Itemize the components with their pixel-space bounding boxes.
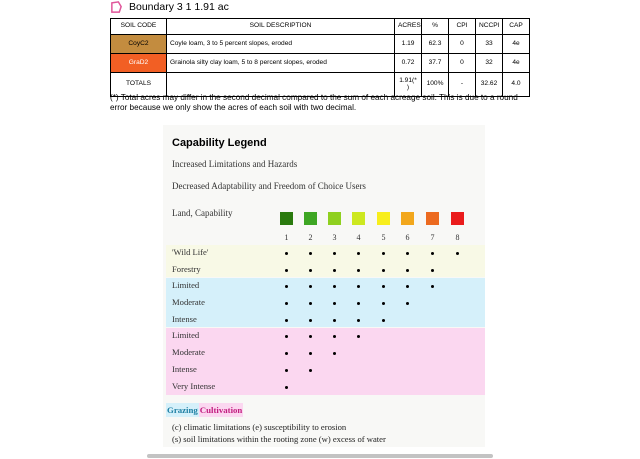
legend-increased-limitations: Increased Limitations and Hazards — [172, 159, 298, 169]
capability-dot — [285, 302, 288, 305]
capability-dot — [309, 302, 312, 305]
acres-cell: 1.19 — [395, 35, 422, 54]
capability-dot — [431, 285, 434, 288]
soil-description-cell: Coyle loam, 3 to 5 percent slopes, eroded — [167, 35, 395, 54]
capability-dot — [333, 335, 336, 338]
capability-dot — [357, 252, 360, 255]
capability-class-number: 7 — [430, 233, 435, 242]
soil-code-cell: CoyC2 — [111, 35, 167, 54]
legend-decreased-adaptability: Decreased Adaptability and Freedom of Choice Users — [172, 181, 366, 191]
percent-cell: 62.3 — [422, 35, 449, 54]
capability-class-number: 3 — [332, 233, 337, 242]
cultivation-tag: Cultivation — [199, 405, 243, 415]
boundary-header — [110, 0, 229, 14]
capability-class-number: 6 — [405, 233, 410, 242]
capability-dot — [309, 369, 312, 372]
legend-footnote-climatic: (c) climatic limitations (e) susceptibility to erosion — [172, 422, 347, 432]
capability-dot — [406, 269, 409, 272]
capability-dot — [406, 302, 409, 305]
capability-class-swatch — [426, 212, 439, 225]
cap-cell: 4e — [503, 54, 530, 73]
capability-class-swatch — [280, 212, 293, 225]
capability-dot — [382, 319, 385, 322]
capability-dot — [333, 319, 336, 322]
capability-dot — [309, 352, 312, 355]
capability-dot — [285, 252, 288, 255]
nccpi-cell: 33 — [476, 35, 503, 54]
boundary-polygon-icon — [110, 1, 123, 14]
capability-class-swatch — [401, 212, 414, 225]
capability-class-number: 8 — [455, 233, 460, 242]
totals-acres: 1.91(* ) — [395, 73, 422, 97]
legend-row-label: Moderate — [172, 297, 205, 307]
capability-class-number: 4 — [356, 233, 361, 242]
cpi-cell: 0 — [449, 35, 476, 54]
capability-dot — [285, 352, 288, 355]
cap-cell: 4e — [503, 35, 530, 54]
column-header: SOIL CODE — [111, 19, 167, 35]
capability-dot — [333, 302, 336, 305]
table-header-row — [111, 19, 530, 35]
totals-cap: 4.0 — [503, 73, 530, 97]
capability-dot — [456, 252, 459, 255]
capability-class-number: 5 — [381, 233, 386, 242]
capability-dot — [382, 269, 385, 272]
horizontal-scrollbar[interactable] — [147, 454, 493, 458]
column-header: SOIL DESCRIPTION — [167, 19, 395, 35]
capability-dot — [406, 285, 409, 288]
legend-footnote-soil: (s) soil limitations within the rooting zone (w) excess of water — [172, 434, 386, 444]
capability-dot — [431, 269, 434, 272]
capability-dot — [333, 285, 336, 288]
totals-percent: 100% — [422, 73, 449, 97]
capability-class-swatch — [304, 212, 317, 225]
legend-tags — [166, 403, 243, 417]
capability-class-number: 2 — [308, 233, 313, 242]
capability-dot — [285, 335, 288, 338]
grazing-tag: Grazing — [167, 405, 198, 415]
legend-row-label: Intense — [172, 314, 197, 324]
capability-dot — [333, 269, 336, 272]
totals-cpi: - — [449, 73, 476, 97]
capability-dot — [309, 252, 312, 255]
capability-dot — [333, 352, 336, 355]
capability-dot — [382, 285, 385, 288]
cpi-cell: 0 — [449, 54, 476, 73]
capability-dot — [357, 335, 360, 338]
capability-dot — [357, 285, 360, 288]
legend-title: Capability Legend — [172, 137, 267, 149]
capability-legend — [163, 125, 485, 447]
legend-row-label: Very Intense — [172, 381, 216, 391]
legend-row-label: Moderate — [172, 347, 205, 357]
capability-dot — [309, 319, 312, 322]
capability-dot — [285, 319, 288, 322]
soil-description-cell: Grainola silty clay loam, 5 to 8 percent slopes, eroded — [167, 54, 395, 73]
legend-row-label: Limited — [172, 330, 200, 340]
capability-dot — [431, 252, 434, 255]
column-header: % — [422, 19, 449, 35]
capability-class-swatch — [377, 212, 390, 225]
column-header: CAP — [503, 19, 530, 35]
capability-class-number: 1 — [284, 233, 289, 242]
column-header: NCCPI — [476, 19, 503, 35]
table-row — [111, 35, 530, 54]
capability-dot — [382, 252, 385, 255]
nccpi-cell: 32 — [476, 54, 503, 73]
capability-dot — [309, 335, 312, 338]
capability-dot — [285, 386, 288, 389]
capability-class-swatch — [352, 212, 365, 225]
percent-cell: 37.7 — [422, 54, 449, 73]
capability-dot — [285, 369, 288, 372]
acres-cell: 0.72 — [395, 54, 422, 73]
capability-dot — [309, 285, 312, 288]
legend-row-label: Intense — [172, 364, 197, 374]
capability-dot — [382, 302, 385, 305]
forestry-band — [166, 245, 485, 277]
totals-label: TOTALS — [111, 73, 167, 97]
capability-dot — [357, 269, 360, 272]
capability-class-swatch — [328, 212, 341, 225]
boundary-title: Boundary 3 1 1.91 ac — [129, 1, 229, 13]
capability-dot — [333, 252, 336, 255]
legend-land-capability-label: Land, Capability — [172, 208, 233, 218]
soil-code-cell: GraD2 — [111, 54, 167, 73]
legend-row-label: 'Wild Life' — [172, 247, 209, 257]
totals-nccpi: 32.62 — [476, 73, 503, 97]
legend-row-label: Limited — [172, 280, 200, 290]
capability-dot — [357, 302, 360, 305]
grazing-band — [166, 278, 485, 327]
table-row — [111, 54, 530, 73]
capability-class-swatch — [451, 212, 464, 225]
column-header: CPI — [449, 19, 476, 35]
capability-dot — [309, 269, 312, 272]
rounding-note: (*) Total acres may differ in the second decimal compared to the sum of each acreage soil. This is due to a round error because we only show the acres of each soil with two decimal. — [110, 93, 518, 112]
capability-dot — [406, 252, 409, 255]
capability-dot — [285, 269, 288, 272]
legend-row-label: Forestry — [172, 264, 201, 274]
capability-dot — [357, 319, 360, 322]
column-header: ACRES — [395, 19, 422, 35]
soil-table — [110, 18, 530, 97]
capability-dot — [285, 285, 288, 288]
